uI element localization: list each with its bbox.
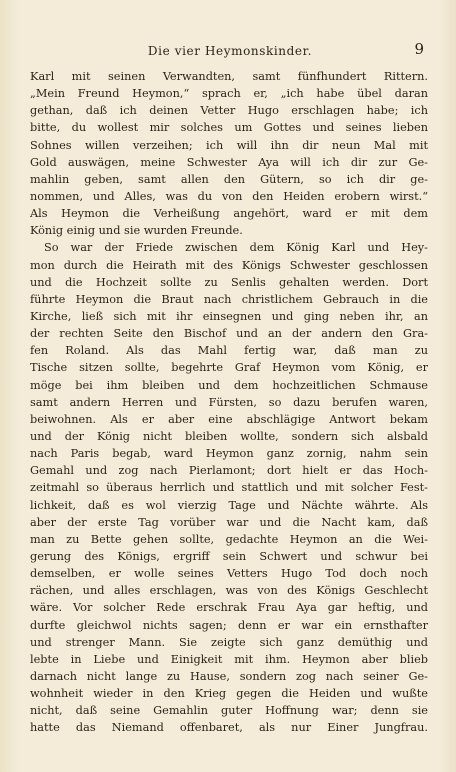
text-line: und strenger Mann. Sie zeigte sich ganz demüthig und <box>30 635 428 649</box>
text-line: gerung des Königs, ergriff sein Schwert und schwur bei <box>30 549 428 563</box>
text-line: nicht, daß seine Gemahlin guter Hoffnung war; denn sie <box>30 704 428 718</box>
text-line: lebte in Liebe und Einigkeit mit ihm. Heymon aber blieb <box>30 652 428 666</box>
text-line: wäre. Vor solcher Rede erschrak Frau Aya gar heftig, und <box>30 601 428 615</box>
text-line: möge bei ihm bleiben und dem hochzeitlichen Schmause <box>30 378 428 392</box>
text-line: Sohnes willen verzeihen; ich will ihn dir neun Mal mit <box>30 138 428 152</box>
text-line: So war der Friede zwischen dem König Karl und Hey- <box>44 241 428 255</box>
text-line: demselben, er wolle seines Vetters Hugo Tod doch noch <box>30 567 428 581</box>
text-line: hatte das Niemand offenbaret, als nur Einer Jungfrau. <box>30 721 428 735</box>
text-line: Kirche, ließ sich mit ihr einsegnen und ging neben ihr, an <box>30 309 428 323</box>
text-line: Als Heymon die Verheißung angehört, ward er mit dem <box>30 207 428 221</box>
text-line: Gold auswägen, meine Schwester Aya will ich dir zur Ge- <box>30 155 428 169</box>
text-line: der rechten Seite den Bischof und an der andern den Gra- <box>30 327 428 341</box>
text-line: wohnheit wieder in den Krieg gegen die Heiden und wußte <box>30 687 428 701</box>
text-line: fen Roland. Als das Mahl fertig war, daß man zu <box>30 344 428 358</box>
text-line: König einig und sie wurden Freunde. <box>30 224 243 238</box>
text-line: bitte, du wollest mir solches um Gottes und seines lieben <box>30 121 428 135</box>
text-line: zeitmahl so überaus herrlich und stattlich und mit solcher Fest- <box>30 481 428 495</box>
running-title: Die vier Heymonskinder. <box>147 44 313 58</box>
text-line: führte Heymon die Braut nach christlichem Gebrauch in die <box>30 292 428 306</box>
text-line: nommen, und Alles, was du von den Heiden erobern wirst.“ <box>30 189 428 203</box>
page-number: 9 <box>414 40 424 58</box>
text-line: Gemahl und zog nach Pierlamont; dort hielt er das Hoch- <box>30 464 428 478</box>
text-line: Tische sitzen sollte, begehrte Graf Heymon vom König, er <box>30 361 428 375</box>
text-line: lichkeit, daß es wol vierzig Tage und Nächte währte. Als <box>30 498 428 512</box>
text-line: samt andern Herren und Fürsten, so dazu berufen waren, <box>30 395 428 409</box>
text-line: darnach nicht lange zu Hause, sondern zog nach seiner Ge- <box>30 669 428 683</box>
text-line: durfte gleichwol nichts sagen; denn er war ein ernsthafter <box>30 618 428 632</box>
page-header <box>34 40 426 64</box>
body-text <box>30 68 428 736</box>
text-line: nach Paris begab, ward Heymon ganz zornig, nahm sein <box>30 447 428 461</box>
text-line: Karl mit seinen Verwandten, samt fünfhundert Rittern. <box>30 70 428 83</box>
text-line: und die Hochzeit sollte zu Senlis gehalten werden. Dort <box>30 275 428 289</box>
text-line: mahlin geben, samt allen den Gütern, so ich dir ge- <box>30 172 428 186</box>
text-line: rächen, und alles erschlagen, was von des Königs Geschlecht <box>30 584 428 598</box>
text-line: gethan, daß ich deinen Vetter Hugo erschlagen habe; ich <box>30 104 428 118</box>
text-line: beiwohnen. Als er aber eine abschlägige Antwort bekam <box>30 412 428 426</box>
text-line: „Mein Freund Heymon,“ sprach er, „ich habe übel daran <box>30 87 428 101</box>
text-line: aber der erste Tag vorüber war und die Nacht kam, daß <box>30 515 428 529</box>
text-line: und der König nicht bleiben wollte, sondern sich alsbald <box>30 429 428 443</box>
text-line: man zu Bette gehen sollte, gedachte Heymon an die Wei- <box>30 532 428 546</box>
text-line: mon durch die Heirath mit des Königs Schwester geschlossen <box>30 258 428 272</box>
